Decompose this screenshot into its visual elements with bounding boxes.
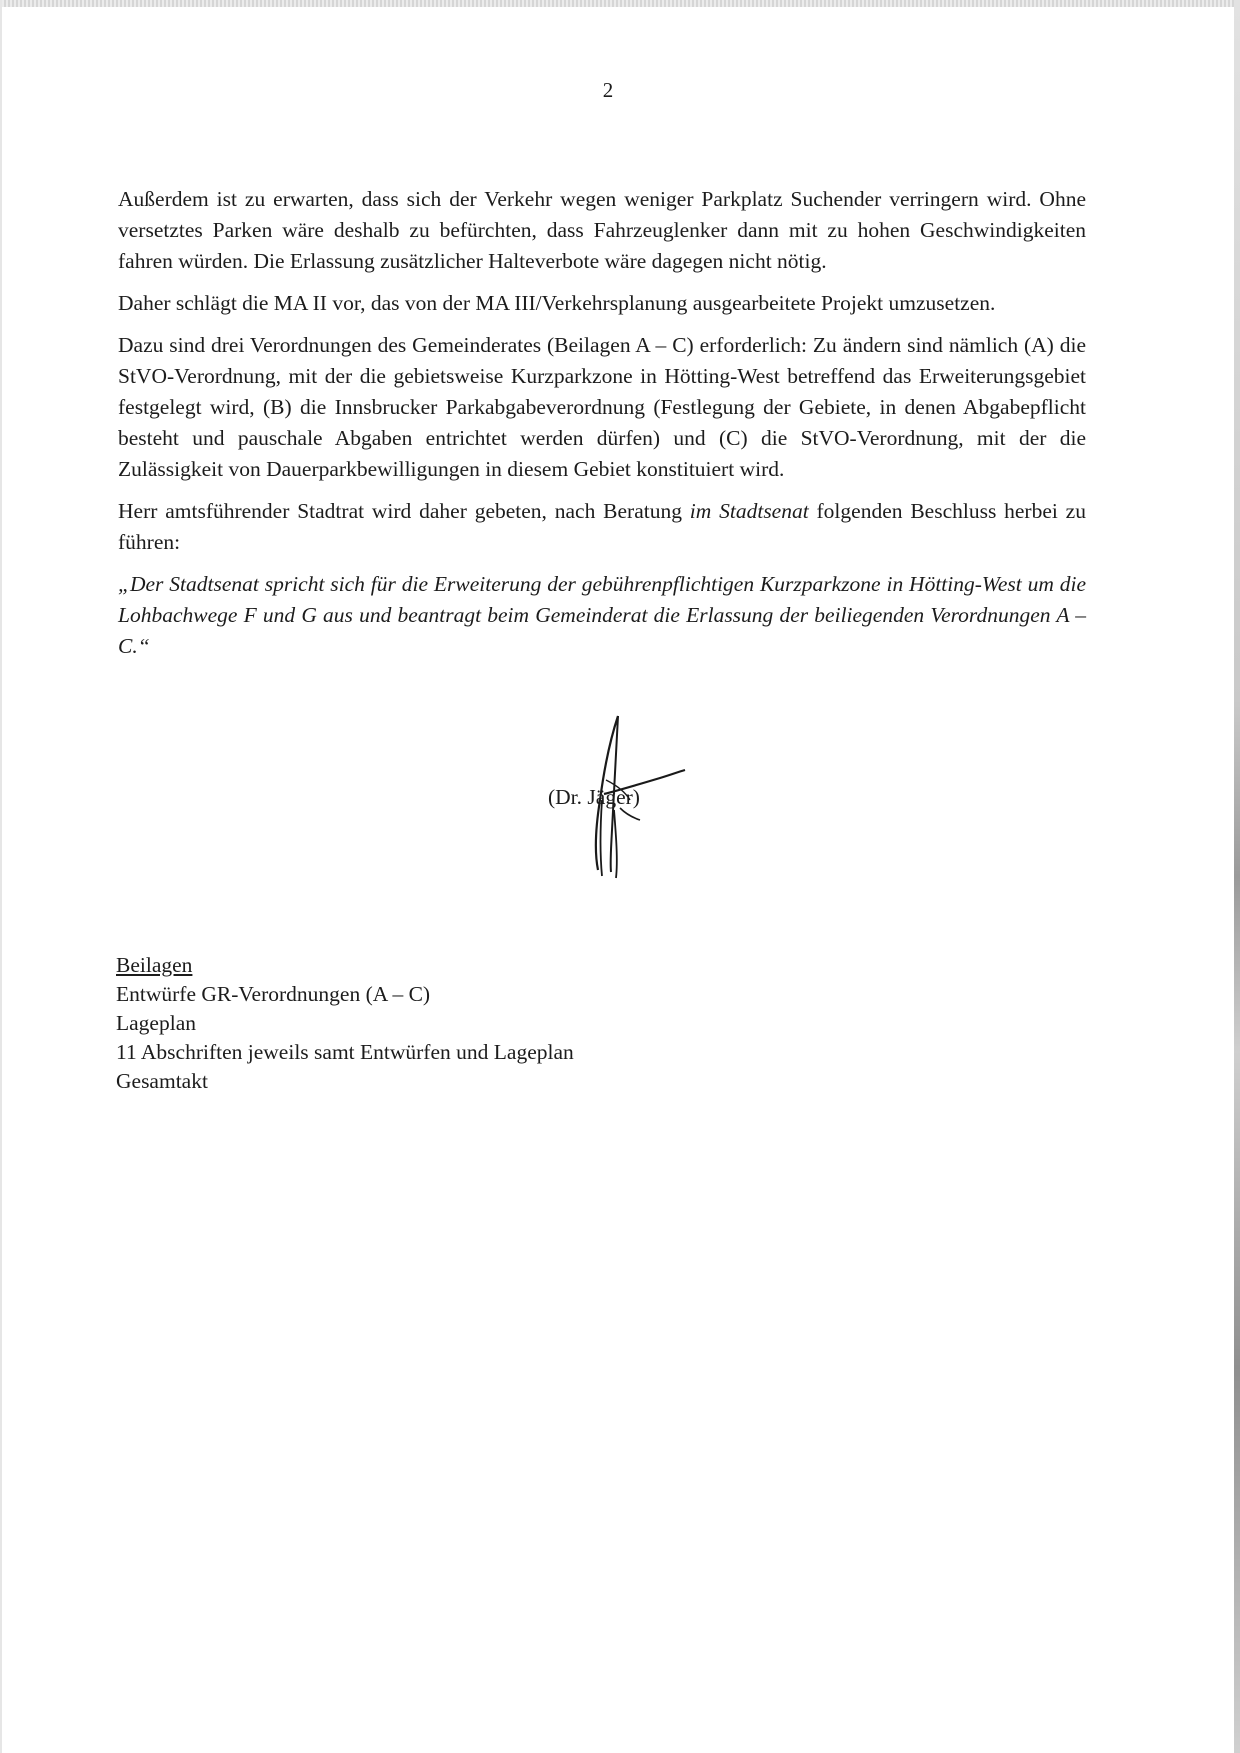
attachments [116, 951, 574, 1096]
paragraph-ordinances: Dazu sind drei Verordnungen des Gemeinderates (Beilagen A – C) erforderlich: Zu ändern sind nämlich (A) die StVO-Verordnung, mit der die gebietsweise Kurzparkzone in Hötting-West betreffend das Erweiterungsgebiet festgelegt wird, (B) die Innsbrucker Parkabgabeverordnung (Festlegung der Gebiete, in denen Abgabepflicht besteht und pauschale Abgaben entrichtet werden dürfen) und (C) die StVO-Verordnung, mit der die Zulässigkeit von Dauerparkbewilligungen in diesem Gebiet konstituiert wird. [118, 333, 1086, 481]
attachment-item: Gesamtakt [116, 1069, 208, 1093]
paragraph-proposal: Daher schlägt die MA II vor, das von der MA III/Verkehrsplanung ausgearbeitete Projekt umzusetzen. [118, 291, 996, 315]
attachment-item: Lageplan [116, 1011, 196, 1035]
paragraph-request [118, 496, 1086, 558]
attachments-heading: Beilagen [116, 953, 193, 977]
page-number: 2 [602, 78, 614, 102]
attachment-item: Entwürfe GR-Verordnungen (A – C) [116, 982, 431, 1006]
scan-edge-top [0, 0, 1240, 7]
scan-edge-right [1234, 0, 1240, 1753]
request-emphasis: im Stadtsenat [689, 499, 809, 523]
letter-body [118, 184, 1086, 662]
paragraph-traffic: Außerdem ist zu erwarten, dass sich der Verkehr wegen weniger Parkplatz Suchender verringern wird. Ohne versetztes Parken wäre deshalb zu befürchten, dass Fahrzeuglenker dann mit zu hohen Geschwindigkeiten fahren würden. Die Erlassung zusätzlicher Halteverbote wäre dagegen nicht nötig. [118, 187, 1086, 273]
resolution-quote: „Der Stadtsenat spricht sich für die Erweiterung der gebührenpflichtigen Kurzparkzone in Hötting-West um die Lohbachwege F und G aus und beantragt beim Gemeinderat die Erlassung der beiliegenden Verordnungen A – C.“ [118, 572, 1086, 658]
signatory-name: (Dr. Jäger) [548, 785, 640, 809]
request-text-after: folgenden Beschluss herbei zu führen: [118, 499, 1086, 554]
request-text-before: Herr amtsführender Stadtrat wird daher gebeten, nach Beratung [118, 499, 690, 523]
scan-edge-left [0, 0, 2, 1753]
signature-block [530, 710, 710, 880]
handwritten-signature [530, 710, 710, 880]
attachment-item: 11 Abschriften jeweils samt Entwürfen und Lageplan [116, 1040, 574, 1064]
